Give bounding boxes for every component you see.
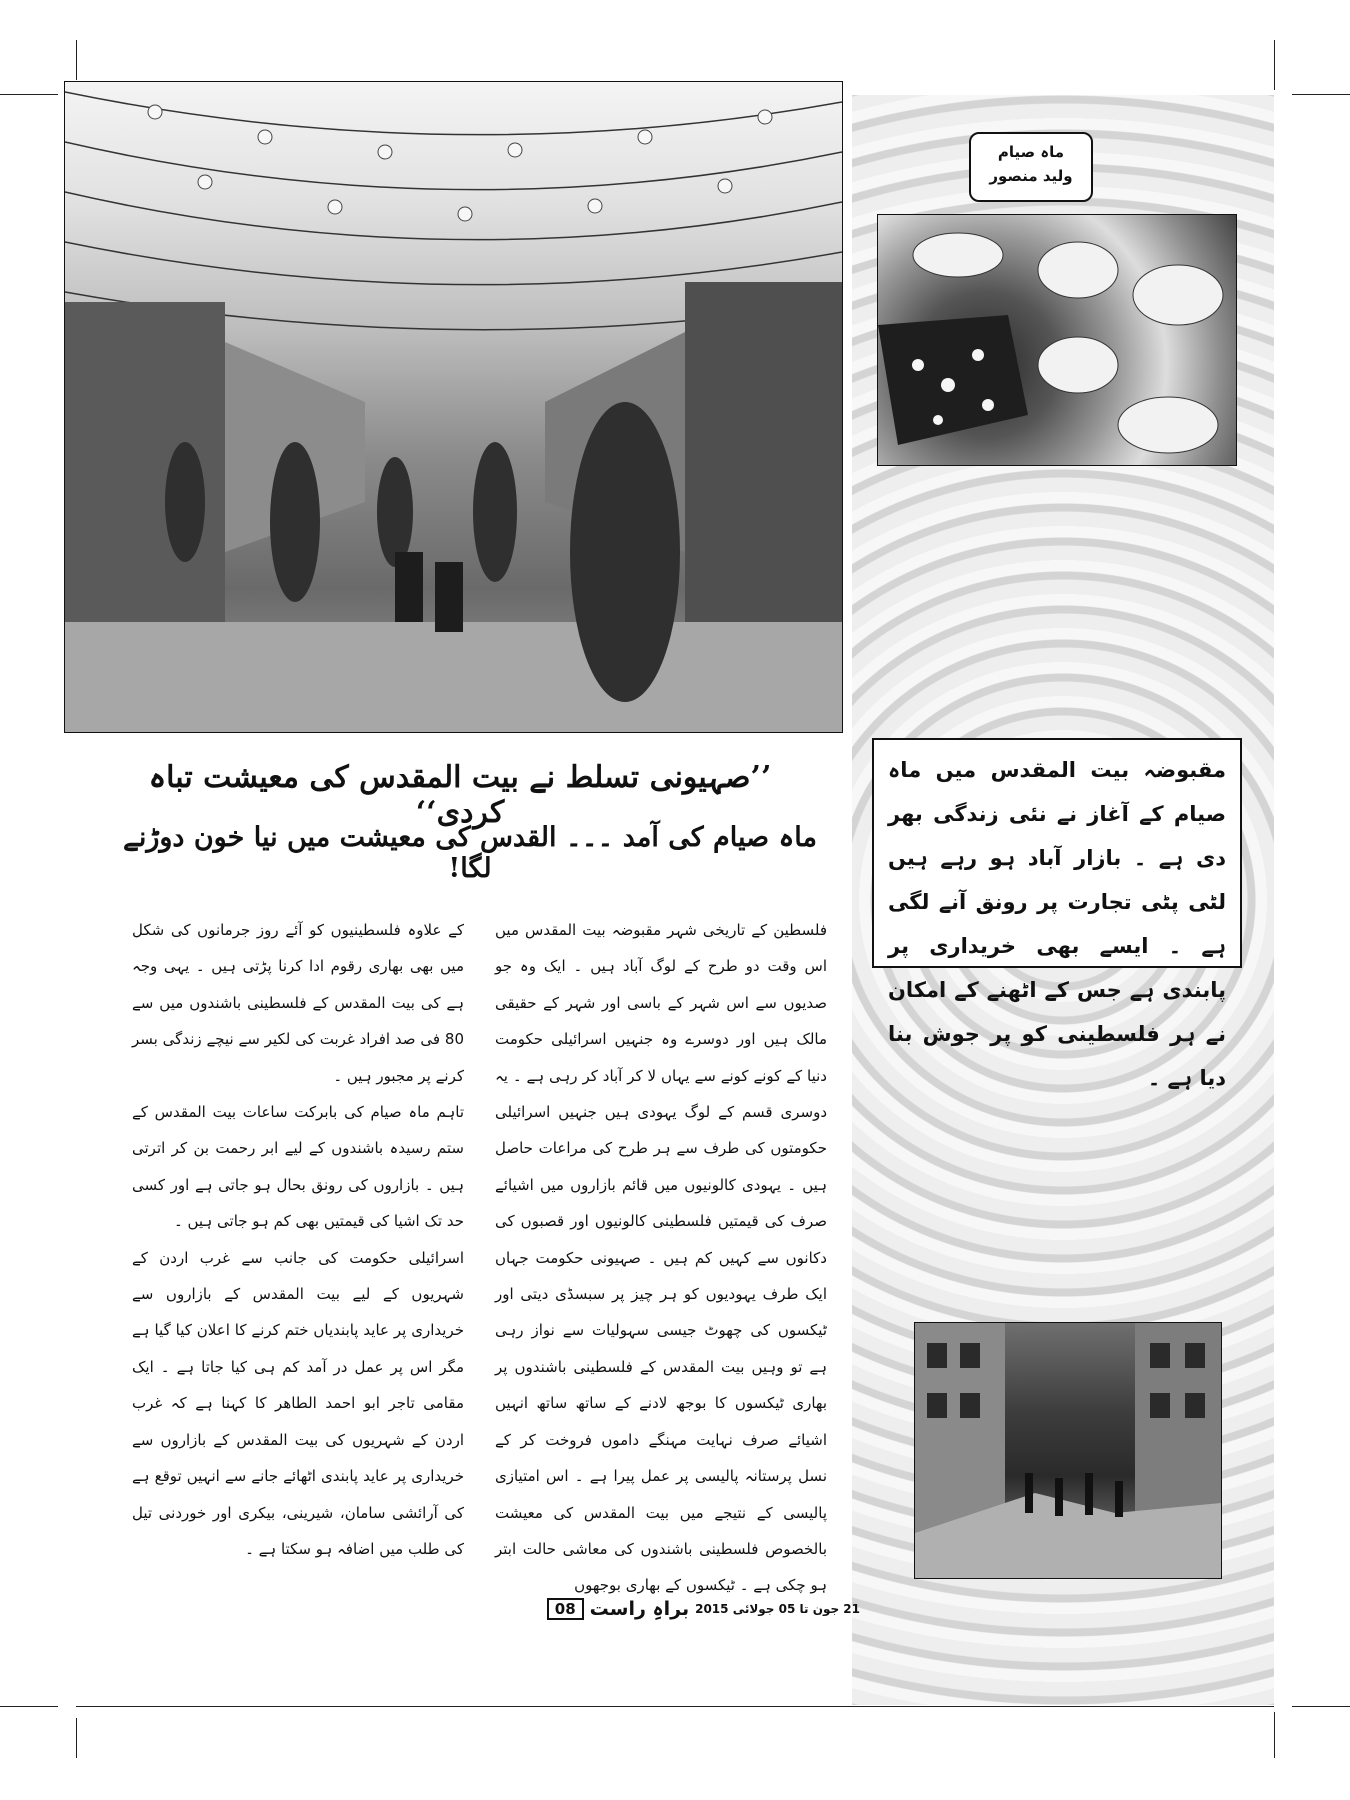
- article-subheadline: ماہ صیام کی آمد ۔۔۔ القدس کی معیشت میں نیا خون دوڑنے لگا!: [123, 822, 817, 884]
- crop-mark: [0, 94, 58, 95]
- ruins-photo-illustration: [915, 1323, 1221, 1578]
- page-number: 08: [547, 1598, 584, 1620]
- crop-mark: [1274, 1712, 1275, 1758]
- crop-mark: [76, 40, 77, 80]
- article-paragraph: تاہم ماہ صیام کی بابرکت ساعات بیت المقدس کے ستم رسیدہ باشندوں کے لیے ابر رحمت بن کر اترتی ہیں ۔ بازاروں کی رونق بحال ہو جاتی ہے اور کسی حد تک اشیا کی قیمتیں بھی کم ہو جاتی ہیں ۔: [132, 1103, 464, 1231]
- article-column-left: [132, 912, 464, 1567]
- crop-mark: [1292, 1706, 1350, 1707]
- article-paragraph: فلسطین کے تاریخی شہر مقبوضہ بیت المقدس میں اس وقت دو طرح کے لوگ آباد ہیں ۔ ایک وہ جو صدیوں سے اس شہر کے باسی اور شہر کے حقیقی مالک ہیں اور دوسرے وہ جنہیں اسرائیلی حکومت دنیا کے کونے کونے سے یہاں لا کر آباد کر رہی ہے ۔ یہ دوسری قسم کے لوگ یہودی ہیں جنہیں اسرائیلی حکومتوں کی طرف سے ہر طرح کی مراعات حاصل ہیں ۔ یہودی کالونیوں میں قائم بازاروں میں اشیائے صرف کی قیمتیں فلسطینی کالونیوں اور قصبوں کی دکانوں سے کہیں کم ہیں ۔ صہیونی حکومت جہاں ایک طرف یہودیوں کو ہر چیز پر سبسڈی دیتی اور ٹیکسوں کی چھوٹ جیسی سہولیات سے نواز رہی ہے تو وہیں بیت المقدس کے فلسطینی باشندوں پر بھاری ٹیکسوں کا بوجھ لادنے کے ساتھ ساتھ انہیں اشیائے صرف نہایت مہنگے داموں فروخت کر کے نسل پرستانہ پالیسی پر عمل پیرا ہے ۔ اس امتیازی پالیسی کے نتیجے میں بیت المقدس کی معیشت بالخصوص فلسطینی باشندوں کی معاشی حالت ابتر ہو چکی ہے ۔ ٹیکسوں کے بھاری بوجھوں: [495, 921, 827, 1595]
- market-photo-illustration: [65, 82, 842, 732]
- crop-mark: [76, 1718, 77, 1758]
- article-paragraph: اسرائیلی حکومت کی جانب سے غرب اردن کے شہریوں کے لیے بیت المقدس کے بازاروں سے خریداری پر عاید پابندیاں ختم کرنے کا اعلان کیا گیا ہے مگر اس پر عمل در آمد کم ہی کیا جاتا ہے ۔ ایک مقامی تاجر ابو احمد الطاھر کا کہنا ہے کہ غرب اردن کے شہریوں کی بیت المقدس کے بازاروں سے خریداری پر عاید پابندی اٹھائے جانے سے انہیں توقع ہے کی آرائشی سامان، شیرینی، بیکری اور خوردنی تیل کی طلب میں اضافہ ہو سکتا ہے ۔: [132, 1248, 464, 1558]
- crop-mark: [76, 1706, 1274, 1707]
- article-paragraph: کے علاوہ فلسطینیوں کو آئے روز جرمانوں کی شکل میں بھی بھاری رقوم ادا کرنا پڑتی ہیں ۔ یہی وجہ ہے کی بیت المقدس کے فلسطینی باشندوں میں سے 80 فی صد افراد غربت کی لکیر سے نیچے زندگی بسر کرنے پر مجبور ہیں ۔: [132, 921, 464, 1085]
- destroyed-street-photo: [914, 1322, 1222, 1579]
- pull-quote-box: [872, 738, 1242, 1090]
- crop-mark: [0, 1706, 58, 1707]
- article-headline: ’’صہیونی تسلط نے بیت المقدس کی معیشت تباہ کردی‘‘: [148, 760, 772, 830]
- page-footer: [554, 1594, 860, 1624]
- crop-mark: [1274, 40, 1275, 90]
- iftar-food-photo: [877, 214, 1237, 466]
- pull-quote-text: مقبوضہ بیت المقدس میں ماہ صیام کے آغاز نے نئی زندگی بھر دی ہے ۔ بازار آباد ہو رہے ہیں لٹی پٹی تجارت پر رونق آنے لگی ہے ۔ ایسے بھی خریداری پر پابندی ہے جس کے اٹھنے کے امکان نے ہر فلسطینی کو پر جوش بنا دیا ہے ۔: [888, 758, 1226, 1090]
- magazine-name: براہِ راست: [589, 1598, 690, 1620]
- series-label: ماہ صیام: [997, 143, 1065, 161]
- crop-mark: [1292, 94, 1350, 95]
- article-column-right: [495, 912, 827, 1604]
- food-photo-illustration: [878, 215, 1236, 465]
- market-street-photo: [64, 81, 843, 733]
- author-box: [969, 132, 1093, 202]
- issue-date: 21 جون تا 05 جولائی 2015: [695, 1602, 860, 1616]
- author-name: ولید منصور: [989, 167, 1073, 185]
